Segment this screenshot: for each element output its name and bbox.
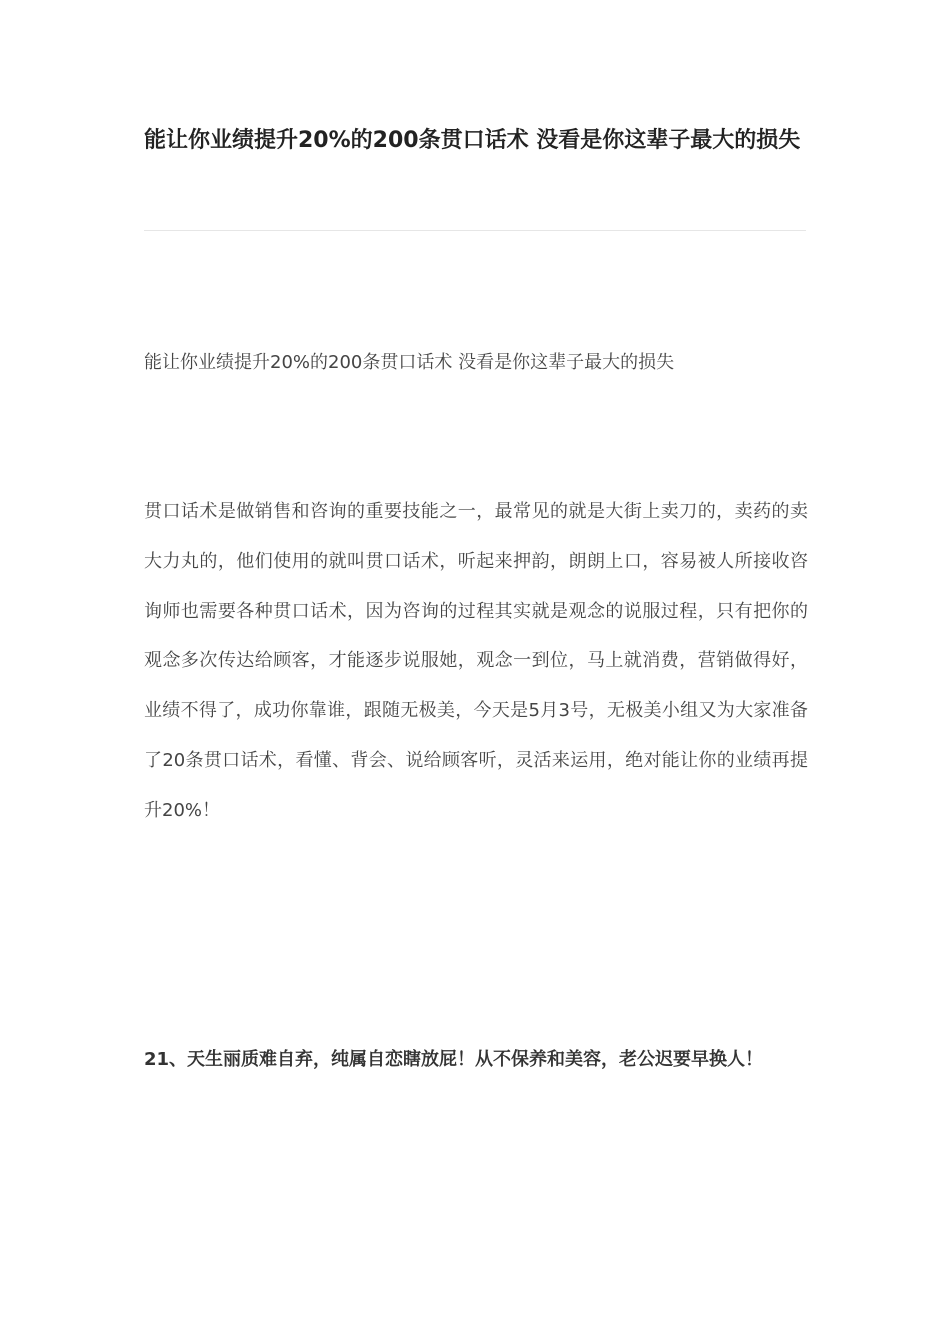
article-body-paragraph: 贯口话术是做销售和咨询的重要技能之一，最常见的就是大街上卖刀的，卖药的卖大力丸的，他们使用的就叫贯口话术，听起来押韵，朗朗上口，容易被人所接收咨询师也需要各种贯口话术，因为咨询的过程其实就是观念的说服过程，只有把你的观念多次传达给顾客，才能逐步说服她，观念一到位，马上就消费，营销做得好，业绩不得了，成功你靠谁，跟随无极美，今天是5月3号，无极美小组又为大家准备了20条贯口话术，看懂、背会、说给顾客听，灵活来运用，绝对能让你的业绩再提升20%！: [144, 501, 808, 821]
article-title: 能让你业绩提升20%的200条贯口话术 没看是你这辈子最大的损失: [144, 128, 801, 153]
section-heading: 21、天生丽质难自弃，纯属自恋瞎放屁！从不保养和美容，老公迟要早换人！: [144, 1049, 764, 1070]
title-divider: [144, 230, 806, 231]
article-subtitle: 能让你业绩提升20%的200条贯口话术 没看是你这辈子最大的损失: [144, 352, 675, 373]
